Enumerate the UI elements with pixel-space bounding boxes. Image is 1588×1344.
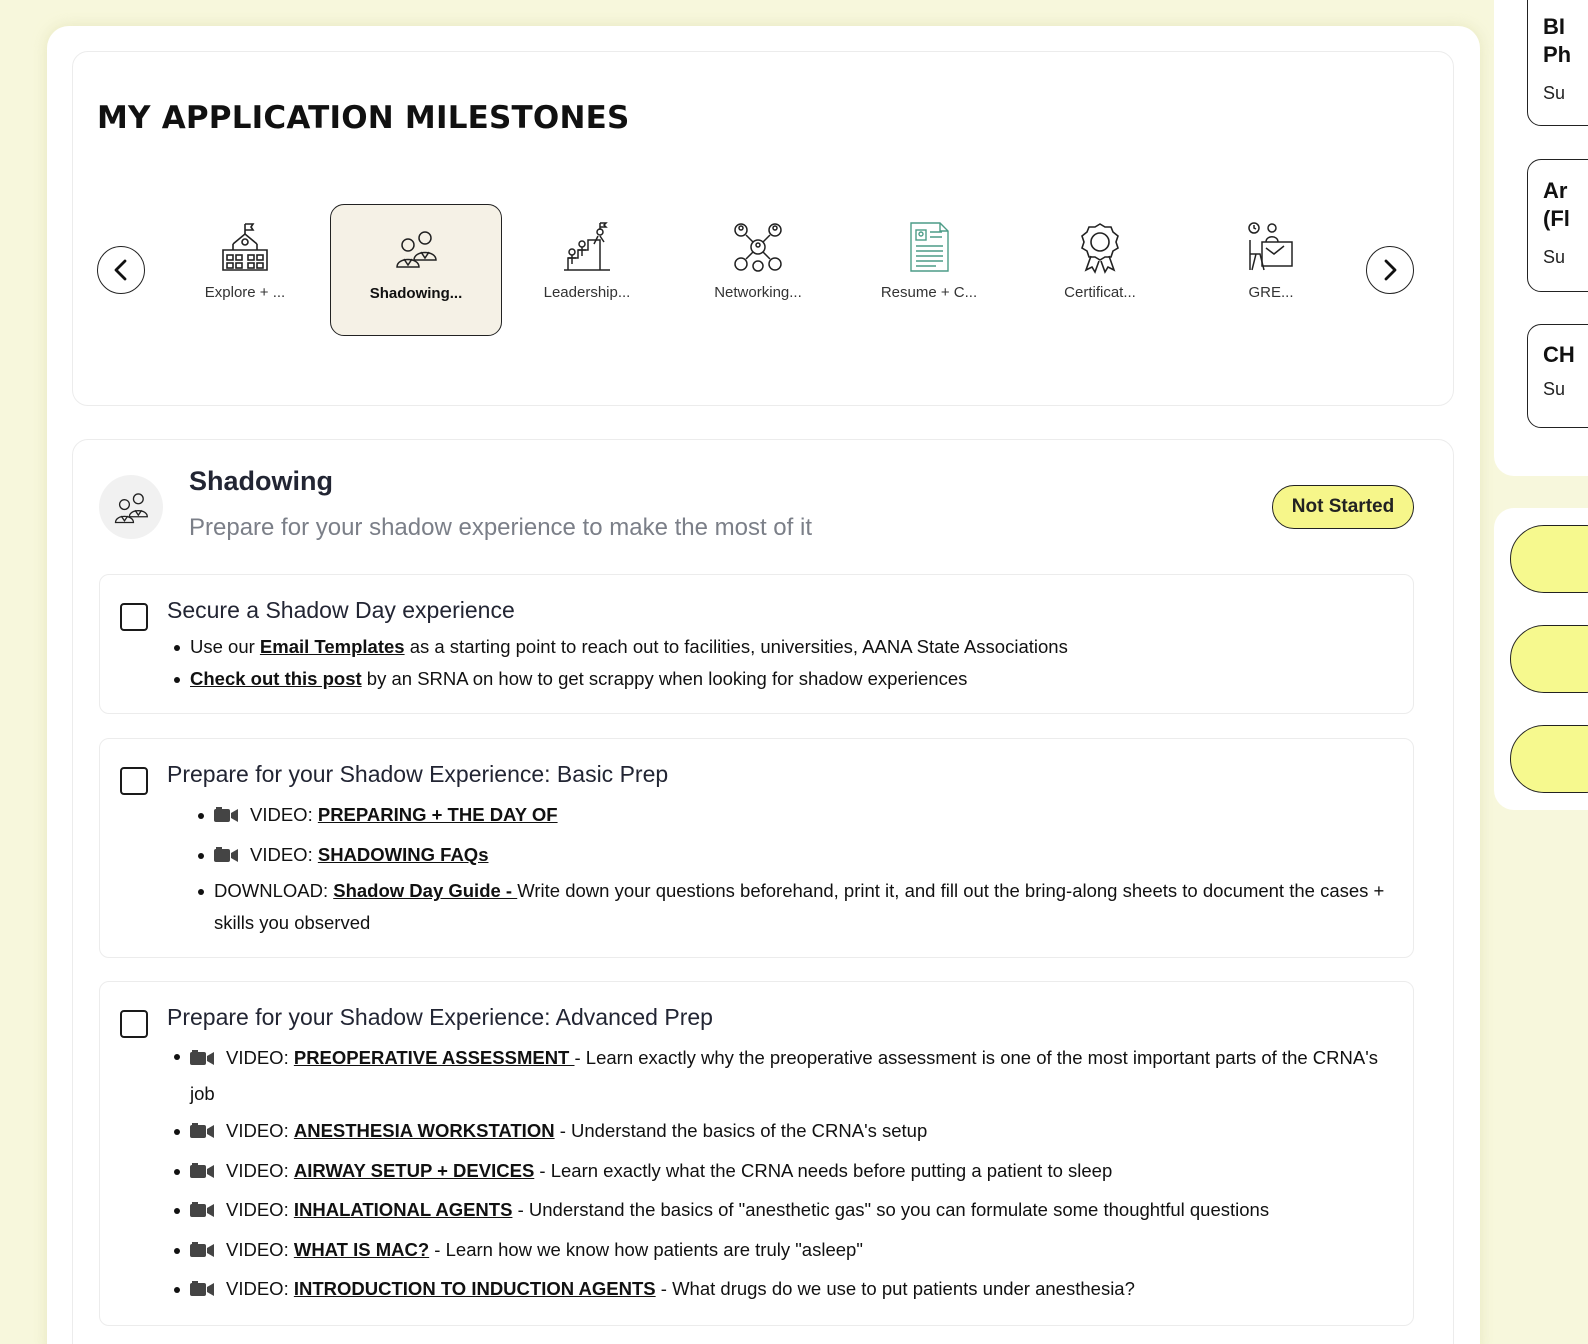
item-text: - Learn exactly what the CRNA needs before putting a patient to sleep bbox=[534, 1159, 1113, 1181]
task-title: Prepare for your Shadow Experience: Advanced Prep bbox=[167, 1004, 713, 1030]
camera-icon bbox=[190, 1199, 226, 1220]
tile-label: Explore + ... bbox=[204, 284, 286, 301]
gre-icon bbox=[1244, 220, 1298, 274]
item-text: VIDEO: bbox=[226, 1199, 294, 1220]
tile-label: Shadowing... bbox=[369, 285, 463, 302]
camera-icon bbox=[190, 1278, 226, 1299]
main-card bbox=[47, 26, 1480, 1344]
shadowing-faqs-link[interactable]: SHADOWING FAQs bbox=[317, 844, 489, 865]
school-icon bbox=[218, 220, 272, 274]
task-checkbox[interactable] bbox=[120, 767, 148, 795]
certificate-icon bbox=[1073, 220, 1127, 274]
milestone-tile-leadership[interactable] bbox=[501, 204, 673, 336]
anesthesia-workstation-link[interactable]: ANESTHESIA WORKSTATION bbox=[293, 1120, 555, 1141]
milestone-tile-networking[interactable] bbox=[672, 204, 844, 336]
task-checkbox[interactable] bbox=[120, 603, 148, 631]
list-item bbox=[190, 1115, 1380, 1147]
item-text: VIDEO: bbox=[226, 1159, 294, 1181]
program-card-subtitle: Su bbox=[1543, 83, 1566, 103]
item-text: - Learn how we know how patients are truly "asleep" bbox=[429, 1238, 863, 1260]
task-title: Prepare for your Shadow Experience: Basic Prep bbox=[167, 761, 669, 787]
resume-icon bbox=[902, 220, 956, 274]
list-item bbox=[190, 1234, 1380, 1266]
task-card bbox=[99, 574, 1414, 714]
item-text: VIDEO: bbox=[226, 1120, 294, 1141]
program-card-title-line2: (Fl bbox=[1543, 206, 1570, 231]
program-card-title: Ar bbox=[1543, 178, 1568, 203]
preparing-day-of-link[interactable]: PREPARING + THE DAY OF bbox=[317, 804, 558, 825]
camera-icon bbox=[214, 844, 250, 865]
item-text: by an SRNA on how to get scrappy when looking for shadow experiences bbox=[361, 668, 968, 689]
item-text: DOWNLOAD: bbox=[214, 880, 334, 901]
what-is-mac-link[interactable]: WHAT IS MAC? bbox=[293, 1238, 430, 1260]
camera-icon bbox=[214, 804, 250, 825]
list-item bbox=[214, 839, 1389, 871]
check-out-post-link[interactable]: Check out this post bbox=[190, 668, 362, 689]
list-item bbox=[190, 1040, 1380, 1112]
section-title: Shadowing bbox=[189, 466, 333, 496]
camera-icon bbox=[190, 1047, 226, 1068]
section-subtitle: Prepare for your shadow experience to make the most of it bbox=[189, 514, 812, 541]
tile-label: Leadership... bbox=[543, 284, 631, 301]
email-templates-link[interactable]: Email Templates bbox=[259, 636, 405, 657]
tile-label: Networking... bbox=[714, 284, 802, 301]
camera-icon bbox=[190, 1160, 226, 1181]
item-text: Use our bbox=[190, 636, 260, 657]
item-text: VIDEO: bbox=[250, 844, 318, 865]
list-item bbox=[190, 1194, 1380, 1226]
item-text: - Understand the basics of the CRNA's setup bbox=[554, 1120, 928, 1141]
tile-label: GRE... bbox=[1248, 284, 1294, 301]
shadow-day-guide-link[interactable]: Shadow Day Guide - bbox=[333, 880, 518, 901]
camera-icon bbox=[190, 1120, 226, 1141]
action-button[interactable] bbox=[1510, 625, 1588, 693]
task-card bbox=[99, 981, 1414, 1326]
carousel-prev-button[interactable] bbox=[97, 246, 145, 294]
leadership-icon bbox=[560, 220, 614, 274]
milestone-detail-panel bbox=[72, 439, 1454, 1344]
chevron-right-icon bbox=[1381, 259, 1399, 281]
airway-setup-link[interactable]: AIRWAY SETUP + DEVICES bbox=[293, 1159, 535, 1181]
preoperative-assessment-link[interactable]: PREOPERATIVE ASSESSMENT bbox=[293, 1047, 575, 1068]
program-card-title-line2: Ph bbox=[1543, 42, 1572, 67]
milestone-tile-gre[interactable] bbox=[1185, 204, 1357, 336]
item-text: - Understand the basics of "anesthetic gas" so you can formulate some thoughtful questions bbox=[512, 1199, 1270, 1220]
list-item bbox=[190, 663, 1390, 695]
tile-label: Resume + C... bbox=[880, 284, 978, 301]
item-text: as a starting point to reach out to facilities, universities, AANA State Associations bbox=[404, 636, 1068, 657]
program-card-title: BI bbox=[1543, 14, 1565, 39]
list-item bbox=[190, 1273, 1380, 1305]
task-card bbox=[99, 738, 1414, 958]
item-text: - What drugs do we use to put patients under anesthesia? bbox=[655, 1278, 1135, 1299]
item-text: VIDEO: bbox=[226, 1238, 294, 1260]
networking-icon bbox=[731, 220, 785, 274]
program-card-title: CH bbox=[1543, 342, 1575, 367]
list-item bbox=[190, 1155, 1380, 1187]
action-button[interactable] bbox=[1510, 525, 1588, 593]
item-text: Write down your questions beforehand, print it, and fill out the bring-along sheets to document the cases + skills you observed bbox=[214, 880, 1385, 933]
task-checkbox[interactable] bbox=[120, 1010, 148, 1038]
program-card-subtitle: Su bbox=[1543, 247, 1566, 267]
program-card[interactable] bbox=[1527, 159, 1588, 292]
item-text: VIDEO: bbox=[250, 804, 318, 825]
carousel-next-button[interactable] bbox=[1366, 246, 1414, 294]
list-item bbox=[190, 631, 1390, 663]
milestones-panel bbox=[72, 51, 1454, 406]
task-title: Secure a Shadow Day experience bbox=[167, 597, 515, 623]
action-button[interactable] bbox=[1510, 725, 1588, 793]
milestone-tile-shadowing[interactable] bbox=[330, 204, 502, 336]
list-item bbox=[214, 875, 1389, 939]
tile-label: Certificat... bbox=[1064, 284, 1136, 301]
program-card[interactable] bbox=[1527, 324, 1588, 428]
milestone-tile-certificates[interactable] bbox=[1014, 204, 1186, 336]
shadowing-icon bbox=[99, 475, 163, 539]
shadowing-icon bbox=[389, 221, 443, 275]
chevron-left-icon bbox=[112, 259, 130, 281]
status-badge: Not Started bbox=[1272, 485, 1414, 529]
program-card[interactable] bbox=[1527, 0, 1588, 126]
item-text: VIDEO: bbox=[226, 1047, 294, 1068]
program-card-subtitle: Su bbox=[1543, 379, 1566, 399]
list-item bbox=[214, 799, 1389, 831]
item-text: - Learn exactly why the preoperative assessment is one of the most important parts of the CRNA's job bbox=[190, 1047, 1379, 1104]
milestone-tile-resume[interactable] bbox=[843, 204, 1015, 336]
camera-icon bbox=[190, 1239, 226, 1260]
induction-agents-link[interactable]: INTRODUCTION TO INDUCTION AGENTS bbox=[293, 1278, 656, 1299]
item-text: VIDEO: bbox=[226, 1278, 294, 1299]
inhalational-agents-link[interactable]: INHALATIONAL AGENTS bbox=[293, 1199, 513, 1220]
milestone-tile-explore[interactable] bbox=[159, 204, 331, 336]
milestones-title: MY APPLICATION MILESTONES bbox=[97, 100, 630, 136]
